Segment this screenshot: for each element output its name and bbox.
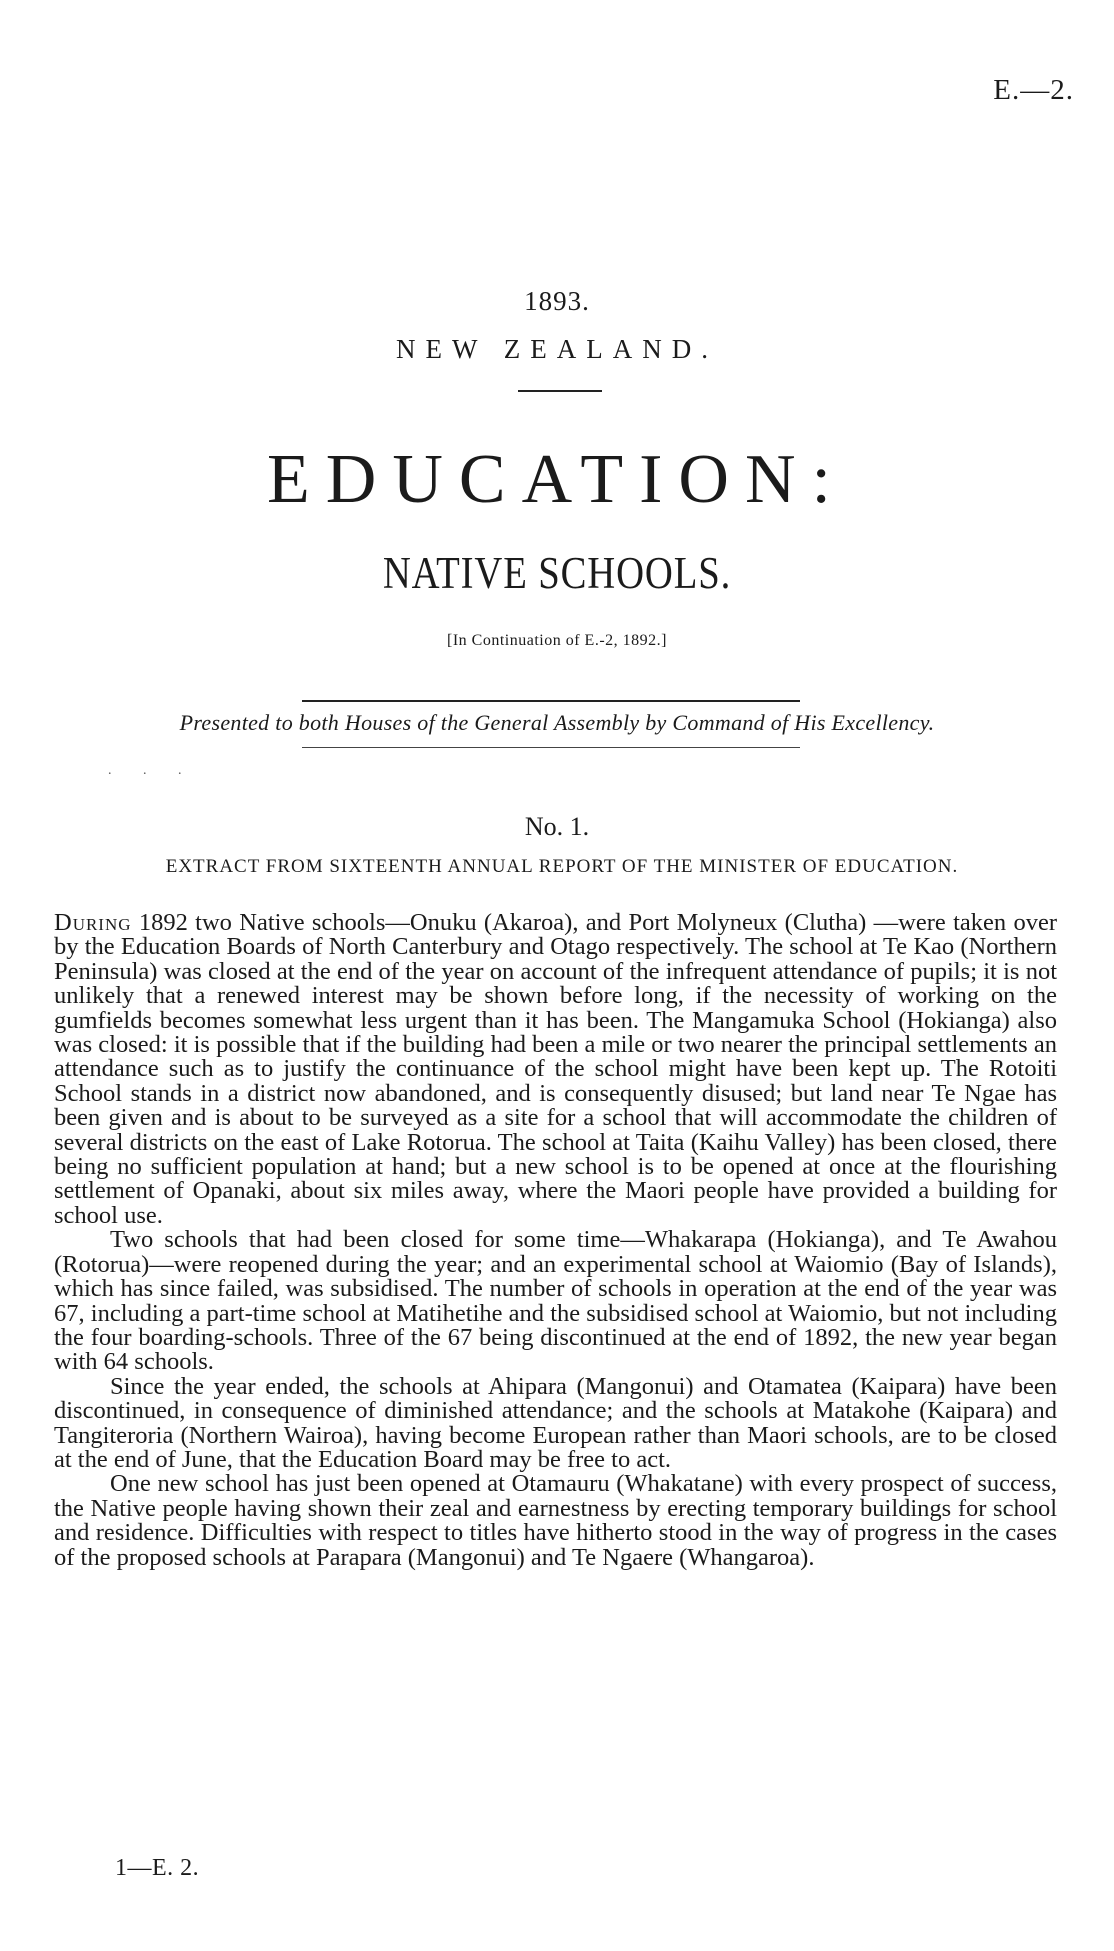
paragraph-1-text: 1892 two Native schools—Onuku (Akaroa), and Port Molyneux (Clutha) —were taken over by the Education Boards of North Canterbury and Otago respectively. The school at Te Kao (Northern Peninsula) was closed at the end of the year on account of the infrequent attendance of pupils; it is not unlikely that a renewed interest may be shown before long, if the necessity of working on the gumfields becomes somewhat less urgent than it has been. The Mangamuka School (Hokianga) also was closed: it is possible that if the building had been a mile or two nearer the principal settlements an attendance such as to justify the continuance of the school might have been kept up. The Rotoiti School stands in a district now abandoned, and is consequently disused; but land near Te Ngae has been given and is about to be surveyed as a site for a school that will accommodate the children of several districts on the east of Lake Rotorua. The school at Taita (Kaihu Valley) has been closed, there being no sufficient population at hand; but a new school is to be opened at once at the flourishing settlement of Opanaki, about six miles away, where the Maori people have provided a building for school use. xyxy=(54,909,1057,1229)
document-subtitle: NATIVE SCHOOLS. xyxy=(382,548,732,598)
presented-line: Presented to both Houses of the General Assembly by Command of His Excellency. xyxy=(179,710,935,735)
lower-rule xyxy=(302,747,800,748)
opening-word: During xyxy=(54,909,132,936)
paragraph-2: Two schools that had been closed for some time—Whakarapa (Hokianga), and Te Awahou (Rotorua)—were reopened during the year; and an experimental school at Waiomio (Bay of Islands), which has since failed, was subsidised. The number of schools in operation at the end of the year was 67, including a part-time school at Matihetihe and the subsidised school at Waiomio, but not including the four boarding-schools. Three of the 67 being discontinued at the end of 1892, the new year began with 64 schools. xyxy=(54,1226,1057,1376)
paragraph-1 xyxy=(54,911,1057,1228)
publication-year: 1893. xyxy=(524,286,590,316)
country-name: NEW ZEALAND. xyxy=(396,334,718,364)
paragraph-4: One new school has just been opened at Otamauru (Whakatane) with every prospect of success, the Native people having shown their zeal and earnestness by erecting temporary buildings for school and residence. Difficulties with respect to titles have hitherto stood in the way of progress in the cases of the proposed schools at Parapara (Mangonui) and Te Ngaere (Whangaroa). xyxy=(54,1470,1057,1571)
paper-reference: E.—2. xyxy=(993,74,1074,106)
document-title: EDUCATION: xyxy=(267,441,847,518)
paragraph-3: Since the year ended, the schools at Ahipara (Mangonui) and Otamatea (Kaipara) have been discontinued, in consequence of diminished attendance; and the schools at Matakohe (Kaipara) and Tangiteroria (Northern Wairoa), having become European rather than Maori schools, are to be closed at the end of June, that the Education Board may be free to act. xyxy=(54,1372,1057,1473)
title-divider xyxy=(518,390,602,392)
sheet-reference: 1—E. 2. xyxy=(115,1855,200,1881)
continuation-note: [In Continuation of E.-2, 1892.] xyxy=(447,632,667,649)
print-specks: . . . xyxy=(108,763,196,778)
upper-rule xyxy=(302,700,800,702)
section-number: No. 1. xyxy=(524,812,590,841)
report-body xyxy=(54,911,1057,1570)
section-heading: EXTRACT FROM SIXTEENTH ANNUAL REPORT OF THE MINISTER OF EDUCATION. xyxy=(165,856,959,877)
